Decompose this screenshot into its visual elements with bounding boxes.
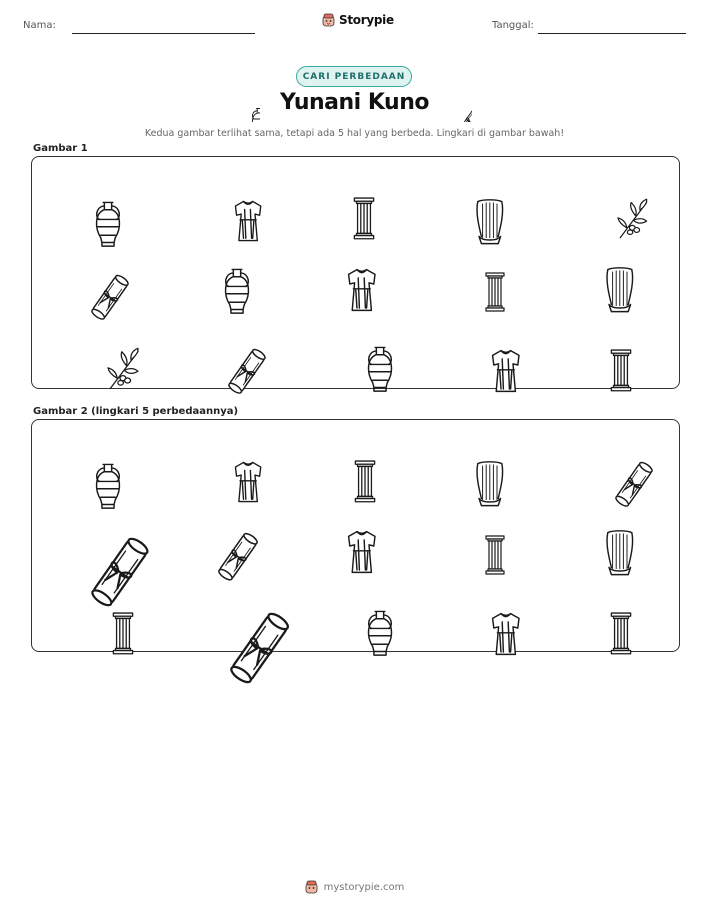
lyre-icon[interactable] bbox=[456, 436, 490, 484]
storypie-mascot-icon bbox=[322, 13, 335, 27]
olive-branch-icon bbox=[597, 175, 639, 219]
column-icon bbox=[467, 249, 495, 295]
brand-name: Storypie bbox=[339, 13, 394, 27]
scroll-icon[interactable] bbox=[202, 505, 238, 557]
amphora-icon bbox=[74, 175, 108, 225]
column-icon[interactable] bbox=[93, 588, 123, 636]
column-icon bbox=[591, 325, 621, 373]
name-line[interactable] bbox=[72, 33, 255, 34]
tunic-icon bbox=[472, 323, 506, 371]
tunic-icon bbox=[328, 242, 362, 290]
picture2-frame[interactable] bbox=[31, 419, 680, 652]
tunic-icon[interactable] bbox=[215, 436, 249, 482]
scroll-icon[interactable] bbox=[600, 434, 634, 486]
footer bbox=[0, 880, 709, 894]
large-scroll-icon[interactable] bbox=[64, 498, 124, 572]
tunic-icon[interactable] bbox=[472, 586, 506, 634]
scroll-icon bbox=[76, 247, 110, 299]
amphora-icon bbox=[203, 242, 237, 292]
page-title: Yunani Kuno bbox=[280, 90, 429, 115]
amphora-icon[interactable] bbox=[74, 437, 108, 487]
instructions: Kedua gambar terlihat sama, tetapi ada 5 hal yang berbeda. Lingkari di gambar bawah! bbox=[144, 128, 565, 139]
picture1-label: Gambar 1 bbox=[33, 143, 88, 154]
large-scroll-icon[interactable] bbox=[204, 572, 262, 648]
scroll-decoration-icon bbox=[446, 90, 472, 122]
picture2-label: Gambar 2 (lingkari 5 perbedaannya) bbox=[33, 406, 239, 417]
olive-branch-icon bbox=[87, 323, 129, 369]
lyre-icon bbox=[456, 174, 490, 222]
date-label: Tanggal: bbox=[492, 20, 534, 31]
amphora-icon[interactable] bbox=[346, 584, 380, 634]
lyre-icon[interactable] bbox=[586, 505, 620, 553]
scroll-icon bbox=[213, 321, 247, 373]
name-label: Nama: bbox=[23, 20, 56, 31]
brand-logo bbox=[322, 13, 394, 27]
column-icon[interactable] bbox=[591, 588, 621, 636]
column-icon bbox=[334, 174, 364, 220]
picture1-frame bbox=[31, 156, 680, 389]
lyre-icon bbox=[586, 242, 620, 290]
storypie-mascot-icon bbox=[305, 880, 318, 894]
activity-badge: CARI PERBEDAAN bbox=[296, 66, 412, 87]
tunic-icon bbox=[215, 175, 249, 221]
date-line[interactable] bbox=[538, 33, 686, 34]
amphora-icon bbox=[346, 319, 380, 371]
footer-url[interactable]: mystorypie.com bbox=[323, 881, 405, 893]
tunic-icon[interactable] bbox=[328, 504, 362, 552]
column-icon[interactable] bbox=[467, 511, 495, 559]
column-icon[interactable] bbox=[335, 436, 365, 484]
